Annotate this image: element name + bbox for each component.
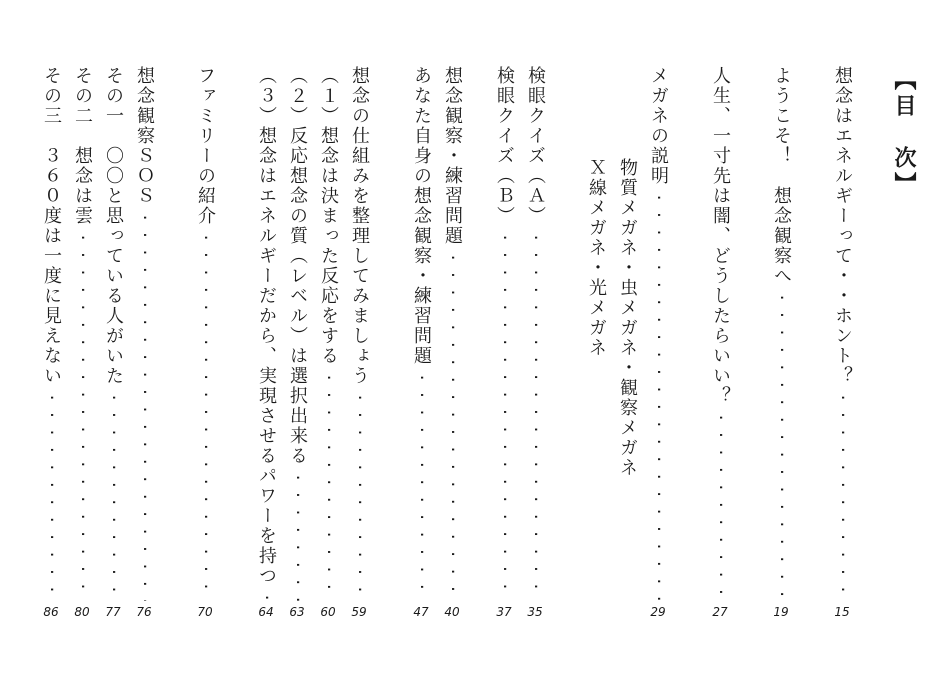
toc-entry-label: 想念の仕組みを整理してみましょう · · · [349, 66, 370, 601]
toc-heading: 【目 次】 [891, 68, 916, 198]
toc-page-number: 76 [136, 605, 152, 619]
toc-page-number: 37 [496, 605, 512, 619]
toc-entry-label: 検眼クイズ（Ａ） · · · [525, 66, 546, 601]
toc-entry-10[interactable] [316, 66, 340, 601]
toc-entry-label: メガネの説明 · · · [648, 66, 669, 601]
toc-page-number: 77 [105, 605, 121, 619]
toc-entry-label: ファミリーの紹介 · · · [195, 66, 216, 601]
toc-page-number: 40 [444, 605, 460, 619]
toc-entry-14[interactable] [132, 66, 156, 601]
toc-entry-12[interactable] [254, 66, 278, 601]
toc-entry-16[interactable] [70, 66, 94, 601]
toc-page-number: 27 [712, 605, 728, 619]
toc-entry-label: その一 〇〇と思っている人がいた · · · [103, 66, 124, 601]
toc-entry-label: （２）反応想念の質（レベル）は選択出来る · · · [287, 66, 308, 601]
toc-page-number: 19 [773, 605, 789, 619]
toc-page-number: 47 [413, 605, 429, 619]
toc-page-number: 80 [74, 605, 90, 619]
toc-entry-label: 想念観察・練習問題 · · · [442, 66, 463, 601]
toc-entry-label: 想念はエネルギーって・・ホント？ · · · [832, 66, 853, 601]
toc-entry-label: 物質メガネ・虫メガネ・観察メガネ [617, 158, 638, 478]
toc-entry-11[interactable] [285, 66, 309, 601]
toc-page-number: 64 [258, 605, 274, 619]
toc-subentry-2 [584, 158, 608, 598]
toc-entry-2[interactable] [769, 66, 793, 601]
toc-entry-label: その三 ３６０度は一度に見えない · · · [41, 66, 62, 601]
toc-entry-3[interactable] [708, 66, 732, 601]
toc-entry-label: 検眼クイズ（Ｂ） · · · [494, 66, 515, 601]
toc-entry-1[interactable] [830, 66, 854, 601]
toc-entry-9[interactable] [347, 66, 371, 601]
toc-entry-label: その二 想念は雲 · · · [72, 66, 93, 601]
toc-page-number: 59 [351, 605, 367, 619]
toc-page-number: 70 [197, 605, 213, 619]
toc-entry-label: 人生、一寸先は闇、どうしたらいい？ · · · [710, 66, 731, 601]
toc-entry-17[interactable] [39, 66, 63, 601]
toc-entry-label: 想念観察ＳＯＳ · · · [134, 66, 155, 601]
toc-page-number: 63 [289, 605, 305, 619]
toc-entry-label: Ｘ線メガネ・光メガネ [586, 158, 607, 358]
toc-entry-label: ようこそ！ 想念観察へ · · · [771, 66, 792, 601]
toc-entry-6[interactable] [492, 66, 516, 601]
toc-entry-15[interactable] [101, 66, 125, 601]
toc-page-number: 60 [320, 605, 336, 619]
toc-page-number: 86 [43, 605, 59, 619]
toc-entry-label: （１）想念は決まった反応をする · · · [318, 66, 339, 601]
toc-entry-label: あなた自身の想念観察・練習問題 · · · [411, 66, 432, 601]
toc-page-number: 35 [527, 605, 543, 619]
toc-subentry-1 [615, 158, 639, 598]
toc-entry-8[interactable] [409, 66, 433, 601]
toc-entry-4[interactable] [646, 66, 670, 601]
toc-entry-13[interactable] [193, 66, 217, 601]
toc-entry-7[interactable] [440, 66, 464, 601]
toc-entry-label: （３）想念はエネルギーだから、実現させるパワーを持つ · · · [256, 66, 277, 601]
toc-page-number: 15 [834, 605, 850, 619]
toc-page-number: 29 [650, 605, 666, 619]
toc-entry-5[interactable] [523, 66, 547, 601]
